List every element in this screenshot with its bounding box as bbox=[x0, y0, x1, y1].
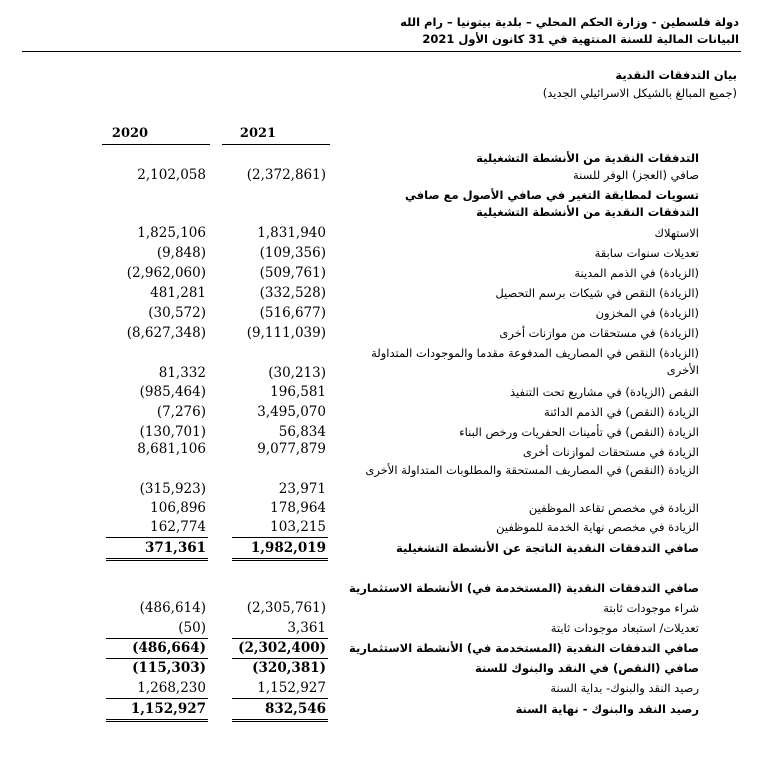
value-2021: (2,302,400) bbox=[238, 640, 326, 656]
value-2020: 371,361 bbox=[144, 540, 206, 556]
statement-title: بيان التدفقات النقدية bbox=[615, 68, 737, 82]
investing-net-total-label: صافي التدفقات النقدية (المستخدمة في) الأنشطة الاستثمارية bbox=[349, 641, 699, 655]
value-2021: 1,831,940 bbox=[257, 225, 326, 241]
adjustments-heading: تسويات لمطابقة التغير في صافي الأصول مع صافي التدفقات النقدية من الأنشطة التشغيلية bbox=[405, 188, 699, 219]
value-2021: (9,111,039) bbox=[246, 325, 326, 341]
value-2021: 103,215 bbox=[270, 519, 326, 535]
value-2020: 106,896 bbox=[150, 500, 206, 516]
row-label: الزيادة في مخصص تقاعد الموظفين bbox=[528, 501, 699, 515]
subtotal-rule-2020 bbox=[106, 537, 208, 538]
value-2020: (315,923) bbox=[139, 481, 206, 497]
value-2021: (2,305,761) bbox=[246, 600, 326, 616]
section-heading-investing: صافي التدفقات النقدية (المستخدمة في) الأنشطة الاستثمارية bbox=[349, 581, 699, 595]
row-label: الزيادة (النقص) في تأمينات الحفريات ورخص البناء bbox=[459, 425, 699, 439]
row-label: الزيادة في مخصص نهاية الخدمة للموظفين bbox=[496, 520, 699, 534]
row-label: (الزيادة) في الذمم المدينة bbox=[574, 266, 699, 280]
row-label: الزيادة (النقص) في المصاريف المستحقة والمطلوبات المتداولة الأخرى bbox=[365, 463, 699, 477]
total-rule-2021 bbox=[232, 719, 328, 722]
row-label: الاستهلاك bbox=[654, 226, 699, 240]
value-2020: (486,614) bbox=[139, 600, 206, 616]
value-2021: 1,152,927 bbox=[257, 680, 326, 696]
value-2021: 1,982,019 bbox=[250, 540, 326, 556]
value-2020: 162,774 bbox=[150, 519, 206, 535]
row-label: (الزيادة) في المخزون bbox=[595, 306, 699, 320]
value-2021: 196,581 bbox=[270, 384, 326, 400]
value-2020: (9,848) bbox=[156, 245, 206, 261]
value-2020: (7,276) bbox=[156, 404, 206, 420]
value-2021: 3,495,070 bbox=[257, 404, 326, 420]
value-2021: 9,077,879 bbox=[257, 441, 326, 457]
column-header-2020: 2020 bbox=[111, 126, 149, 141]
value-2021: 56,834 bbox=[278, 424, 326, 440]
value-2021: (30,213) bbox=[268, 365, 326, 381]
statement-subtitle: (جميع المبالغ بالشيكل الاسرائيلي الجديد) bbox=[542, 86, 737, 100]
value-2021: (332,528) bbox=[259, 285, 326, 301]
row-label: (الزيادة) النقص في المصاريف المدفوعة مقدما والموجودات المتداولة الأخرى bbox=[371, 346, 699, 377]
subtotal-rule-2020 bbox=[106, 658, 208, 659]
value-2021: 3,361 bbox=[287, 620, 326, 636]
value-2021: (516,677) bbox=[259, 305, 326, 321]
section-heading-operating: التدفقات النقدية من الأنشطة التشغيلية bbox=[476, 151, 699, 165]
value-2020: (50) bbox=[178, 620, 206, 636]
subtotal-rule-2021 bbox=[232, 658, 328, 659]
value-2020: (130,701) bbox=[139, 424, 206, 440]
row-label: (الزيادة) النقص في شيكات برسم التحصيل bbox=[495, 286, 699, 300]
row-label: تعديلات سنوات سابقة bbox=[594, 246, 699, 260]
row-label: النقص (الزيادة) في مشاريع تحت التنفيذ bbox=[510, 385, 699, 399]
value-2020: 2,102,058 bbox=[137, 167, 206, 183]
value-2021: 178,964 bbox=[270, 500, 326, 516]
value-2021: 832,546 bbox=[264, 701, 326, 717]
value-2020: (486,664) bbox=[132, 640, 206, 656]
row-label: الزيادة (النقص) في الذمم الدائنة bbox=[544, 405, 699, 419]
total-rule-2021 bbox=[232, 558, 328, 561]
operating-net-total-label: صافي التدفقات النقدية الناتجة عن الأنشطة التشغيلية bbox=[395, 541, 699, 555]
value-2021: (109,356) bbox=[259, 245, 326, 261]
value-2020: 81,332 bbox=[158, 365, 206, 381]
subtotal-rule-2021 bbox=[232, 638, 328, 639]
value-2021: 23,971 bbox=[278, 481, 326, 497]
header-divider bbox=[22, 51, 741, 52]
row-label: صافي (العجز) الوفر للسنة bbox=[573, 168, 699, 182]
row-label: (الزيادة) في مستحقات من موازنات أخرى bbox=[499, 326, 699, 340]
value-2021: (320,381) bbox=[252, 660, 326, 676]
subtotal-rule-2020 bbox=[106, 698, 208, 699]
column-header-2021: 2021 bbox=[239, 126, 277, 141]
row-label: رصيد النقد والبنوك- بداية السنة bbox=[550, 681, 699, 695]
total-rule-2020 bbox=[106, 558, 208, 561]
subtotal-rule-2021 bbox=[232, 537, 328, 538]
subtotal-rule-2021 bbox=[232, 698, 328, 699]
value-2020: 8,681,106 bbox=[137, 441, 206, 457]
value-2020: (2,962,060) bbox=[126, 265, 206, 281]
header-line-1: دولة فلسطين - وزارة الحكم المحلي – بلدية بيتونيا – رام الله bbox=[400, 15, 739, 29]
column-header-2021-rule bbox=[222, 144, 330, 145]
total-rule-2020 bbox=[106, 719, 208, 722]
value-2020: 1,825,106 bbox=[137, 225, 206, 241]
value-2020: 1,268,230 bbox=[137, 680, 206, 696]
header-line-2: البيانات المالية للسنة المنتهية في 31 كانون الأول 2021 bbox=[422, 32, 739, 46]
value-2020: (985,464) bbox=[139, 384, 206, 400]
value-2020: (115,303) bbox=[132, 660, 206, 676]
value-2020: (30,572) bbox=[148, 305, 206, 321]
value-2020: 481,281 bbox=[150, 285, 206, 301]
value-2021: (2,372,861) bbox=[246, 167, 326, 183]
closing-cash-label: رصيد النقد والبنوك - نهاية السنة bbox=[515, 702, 699, 716]
value-2020: 1,152,927 bbox=[130, 701, 206, 717]
row-label: الزيادة في مستحقات لموازنات أخرى bbox=[522, 445, 699, 459]
report-header bbox=[400, 14, 739, 48]
value-2020: (8,627,348) bbox=[126, 325, 206, 341]
value-2021: (509,761) bbox=[259, 265, 326, 281]
row-label: تعديلات/ استبعاد موجودات ثابتة bbox=[550, 621, 699, 635]
column-header-2020-rule bbox=[102, 144, 210, 145]
row-label: شراء موجودات ثابتة bbox=[603, 601, 699, 615]
subtotal-rule-2020 bbox=[106, 638, 208, 639]
net-change-cash-label: صافي (النقص) في النقد والبنوك للسنة bbox=[474, 661, 699, 675]
